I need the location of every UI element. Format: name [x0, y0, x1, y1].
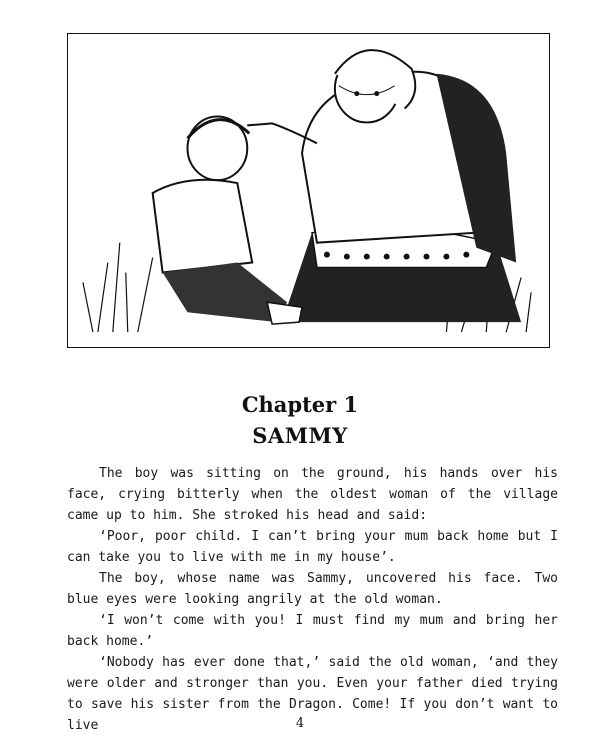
- story-illustration: [67, 33, 550, 348]
- paragraph: ‘Poor, poor child. I can’t bring your mum back home but I can take you to live with me in my house’.: [67, 529, 558, 565]
- chapter-title: Chapter 1: [241, 392, 359, 417]
- page-number: 4: [295, 716, 305, 731]
- paragraph: ‘Nobody has ever done that,’ said the old woman, ‘and they were older and stronger than you. Even your father died trying to save his sister from the Dragon. Come! If you don’t want to live: [67, 655, 558, 733]
- paragraph: ‘I won’t come with you! I must find my mum and bring her back home.’: [67, 613, 558, 649]
- chapter-name: SAMMY: [252, 423, 348, 448]
- paragraph: The boy, whose name was Sammy, uncovered his face. Two blue eyes were looking angrily at the old woman.: [67, 571, 558, 607]
- story-text: [67, 463, 558, 736]
- paragraph: The boy was sitting on the ground, his hands over his face, crying bitterly when the oldest woman of the village came up to him. She stroked his head and said:: [67, 466, 558, 523]
